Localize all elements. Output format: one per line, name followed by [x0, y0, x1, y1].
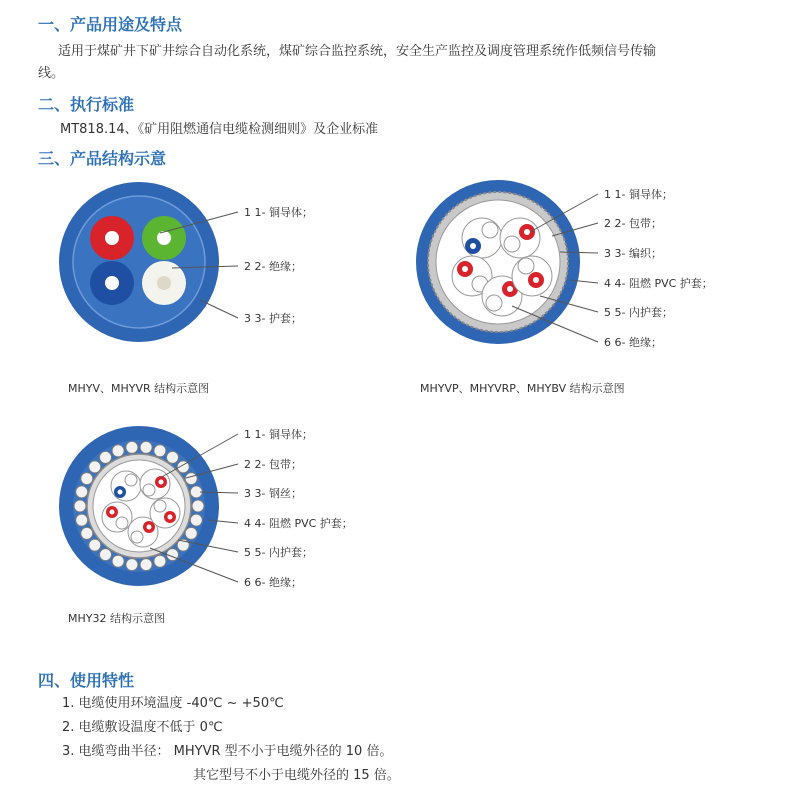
diagram-1-label-3: 3 3- 护套；: [244, 312, 302, 325]
diagram-2-label-6: 6 6- 绝缘；: [604, 336, 662, 349]
armor-wire: [140, 441, 152, 453]
section-1-line-1: 适用于煤矿井下矿井综合自动化系统，煤矿综合监控系统，安全生产监控及调度管理系统作低频信号传输: [58, 44, 657, 59]
diagram-2-cable: [416, 180, 598, 344]
armor-wire: [76, 486, 88, 498]
diagram-3-label-4: 4 4- 阻燃 PVC 护套；: [244, 517, 353, 530]
section-2-text: MT818.14、《矿用阻燃通信电缆检测细则》及企业标准: [60, 122, 379, 137]
section-1-title: 一、产品用途及特点: [38, 15, 183, 34]
diagram-1-caption: MHYV、MHYVR 结构示意图: [68, 382, 210, 395]
armor-wire: [76, 514, 88, 526]
diagram-1-cable: [59, 182, 238, 342]
armor-wire: [185, 527, 197, 539]
armor-wire: [190, 514, 202, 526]
usage-item-1: 1. 电缆使用环境温度 -40℃ ~ +50℃: [62, 696, 284, 711]
diagram-1-label-2: 2 2- 绝缘；: [244, 260, 302, 273]
section-1-line-2: 线。: [38, 66, 65, 81]
armor-wire: [89, 461, 101, 473]
diagram-2-label-2: 2 2- 包带；: [604, 217, 662, 230]
diagram-3-cable: [59, 426, 238, 586]
usage-item-2: 2. 电缆敷设温度不低于 0℃: [62, 720, 223, 735]
usage-item-3-continued: 其它型号不小于电缆外径的 15 倍。: [193, 768, 400, 783]
armor-wire: [185, 473, 197, 485]
armor-wire: [154, 555, 166, 567]
armor-wire: [100, 451, 112, 463]
diagram-3-label-3: 3 3- 钢丝；: [244, 487, 302, 500]
armor-wire: [89, 539, 101, 551]
diagram-1-label-1: 1 1- 铜导体；: [244, 206, 313, 219]
diagram-2-label-5: 5 5- 内护套；: [604, 306, 673, 319]
armor-wire: [74, 500, 86, 512]
diagram-2-label-3: 3 3- 编织；: [604, 247, 662, 260]
armor-wire: [154, 445, 166, 457]
armor-wire: [140, 559, 152, 571]
diagram-3-label-2: 2 2- 包带；: [244, 458, 302, 471]
armor-wire: [167, 451, 179, 463]
armor-wire: [112, 555, 124, 567]
usage-item-3: 3. 电缆弯曲半径： MHYVR 型不小于电缆外径的 10 倍。: [62, 744, 393, 759]
diagram-3-caption: MHY32 结构示意图: [68, 612, 165, 625]
armor-wire: [81, 527, 93, 539]
armor-wire: [126, 441, 138, 453]
armor-wire: [126, 559, 138, 571]
section-3-title: 三、产品结构示意: [38, 149, 167, 168]
diagram-3-label-6: 6 6- 绝缘；: [244, 576, 302, 589]
armor-wire: [192, 500, 204, 512]
armor-wire: [112, 445, 124, 457]
diagram-2-label-1: 1 1- 铜导体；: [604, 188, 673, 201]
diagram-2-label-4: 4 4- 阻燃 PVC 护套；: [604, 277, 713, 290]
armor-wire: [100, 549, 112, 561]
diagram-2-caption: MHYVP、MHYVRP、MHYBV 结构示意图: [420, 382, 625, 395]
section-4-title: 四、使用特性: [38, 671, 135, 690]
section-2-title: 二、执行标准: [38, 95, 135, 114]
diagram-3-label-5: 5 5- 内护套；: [244, 546, 313, 559]
armor-wire: [81, 473, 93, 485]
diagram-3-label-1: 1 1- 铜导体；: [244, 428, 313, 441]
